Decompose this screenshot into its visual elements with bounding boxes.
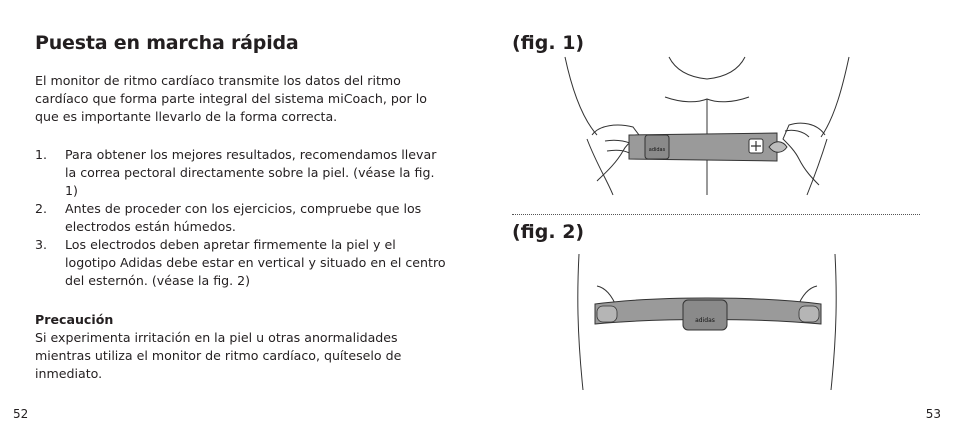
page-number-left: 52 [13,407,29,421]
step-text: Para obtener los mejores resultados, recomendamos llevar la correa pectoral directamente sobre la piel. (véase la fig. 1) [65,147,437,198]
step-number: 2. [35,201,48,216]
chest-strap-illustration [537,55,877,200]
steps-list [35,146,450,290]
adidas-logo-icon: adidas [648,147,666,153]
list-item [35,200,450,236]
page-number-right: 53 [925,407,941,421]
step-number: 3. [35,237,48,252]
step-text: Antes de proceder con los ejercicios, compruebe que los electrodos están húmedos. [65,201,422,234]
step-number: 1. [35,147,48,162]
caution-heading: Precaución [35,312,114,327]
right-page [477,0,954,434]
list-item [35,146,450,200]
adidas-logo-icon: adidas [695,317,715,324]
figure-divider [512,214,920,215]
intro-paragraph: El monitor de ritmo cardíaco transmite los datos del ritmo cardíaco que forma parte integral del sistema miCoach, por lo que es importante llevarlo de la forma correcta. [35,73,427,124]
page-title: Puesta en marcha rápida [35,32,299,54]
caution-text: Si experimenta irritación en la piel u otras anormalidades mientras utiliza el monitor de ritmo cardíaco, quíteselo de inmediato. [35,330,402,381]
fig2-label: (fig. 2) [512,221,585,243]
chest-strap-illustration [537,252,877,392]
sensor-pod [683,300,727,330]
fig1-label: (fig. 1) [512,32,585,54]
step-text: Los electrodos deben apretar firmemente la piel y el logotipo Adidas debe estar en vertical y situado en el centro del esternón. (véase la fig. 2) [65,237,446,288]
list-item [35,236,450,290]
